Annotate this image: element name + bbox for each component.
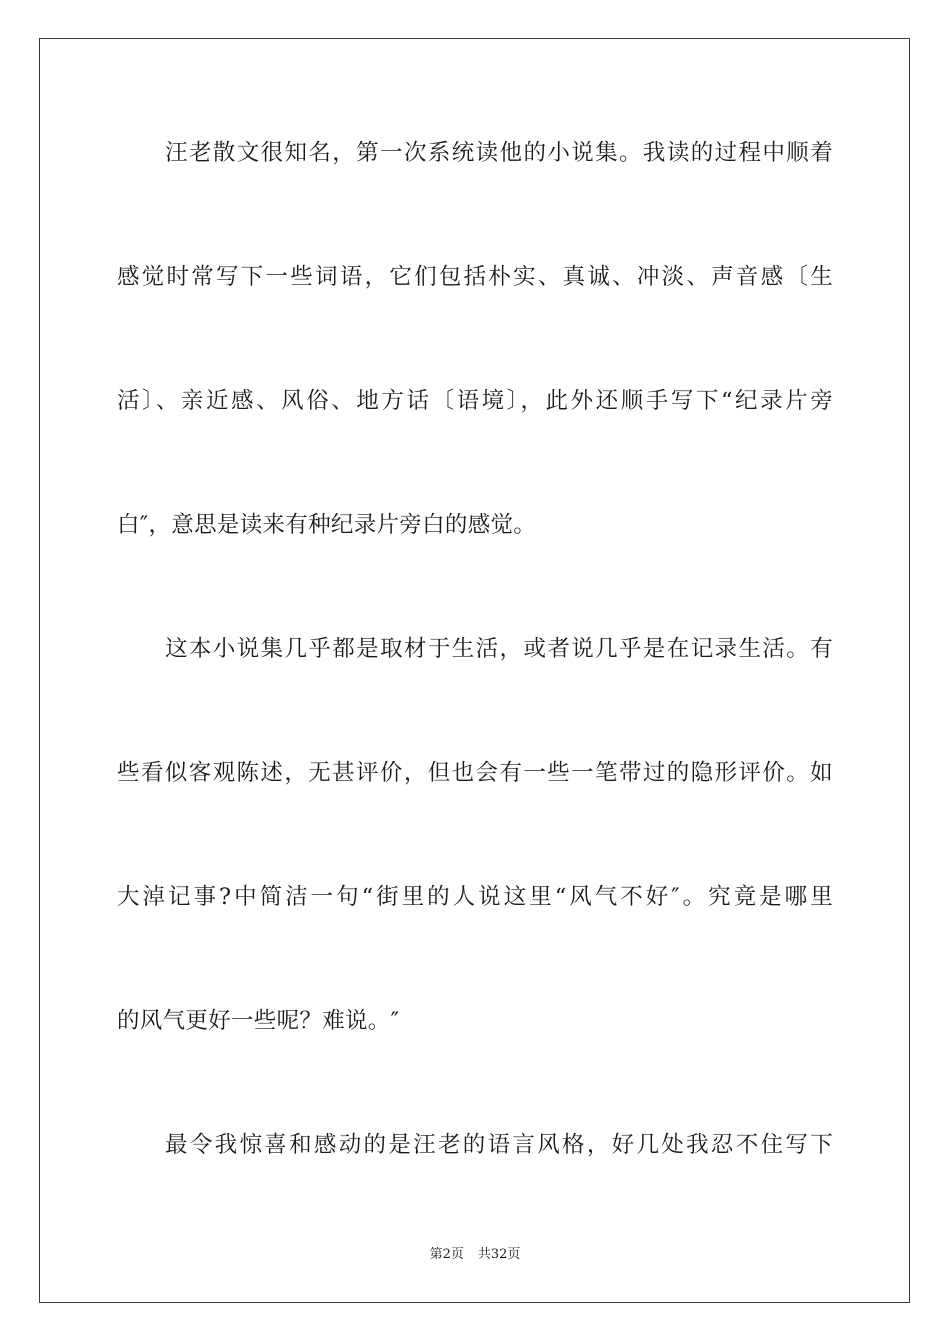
paragraph-2-line-4: 的风气更好一些呢？难说。″ xyxy=(117,1008,400,1034)
page-number: 第2页 xyxy=(429,1247,464,1262)
paragraph-3-line-1: 最令我惊喜和感动的是汪老的语言风格，好几处我忍不住写下 xyxy=(165,1132,833,1158)
paragraph-2-line-1: 这本小说集几乎都是取材于生活，或者说几乎是在记录生活。有 xyxy=(165,636,833,662)
paragraph-1-line-3: 活〕、亲近感、风俗、地方话〔语境〕，此外还顺手写下“纪录片旁 xyxy=(117,388,833,414)
paragraph-1-line-2: 感觉时常写下一些词语，它们包括朴实、真诚、冲淡、声音感〔生 xyxy=(117,264,833,290)
page-border xyxy=(39,38,910,1303)
paragraph-2-line-3: 大淖记事?中简洁一句“街里的人说这里“风气不好″。究竟是哪里 xyxy=(117,884,833,910)
paragraph-1-line-1: 汪老散文很知名，第一次系统读他的小说集。我读的过程中顺着 xyxy=(165,140,833,166)
page-footer xyxy=(0,1246,950,1264)
total-pages: 共32页 xyxy=(477,1247,521,1262)
paragraph-1-line-4: 白″，意思是读来有种纪录片旁白的感觉。 xyxy=(117,512,537,538)
paragraph-2-line-2: 些看似客观陈述，无甚评价，但也会有一些一笔带过的隐形评价。如 xyxy=(117,760,833,786)
